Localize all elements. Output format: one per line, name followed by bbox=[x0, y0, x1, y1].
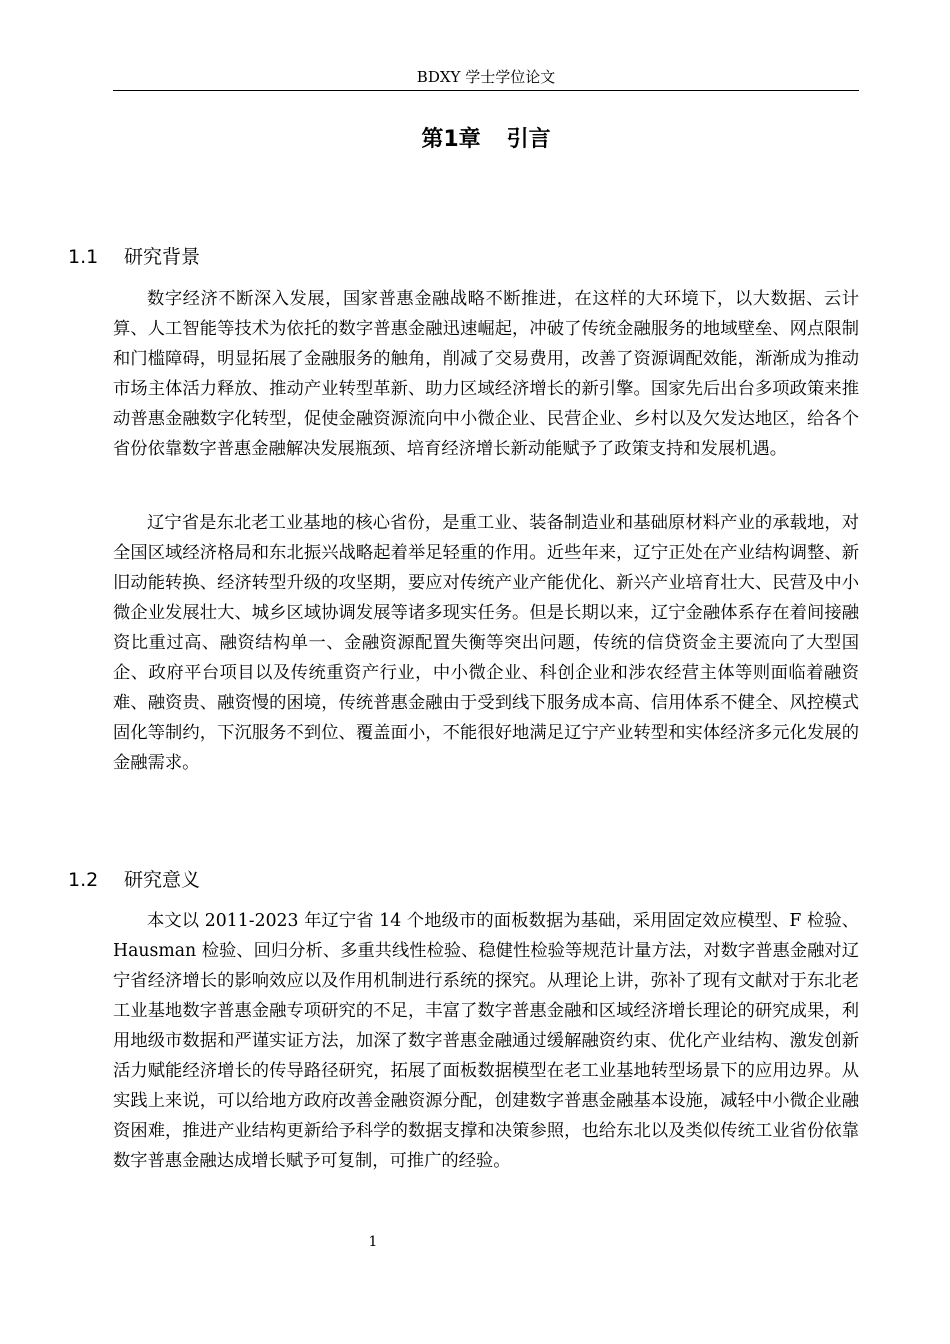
page-number: 1 bbox=[368, 1234, 378, 1250]
paragraph: 数字经济不断深入发展，国家普惠金融战略不断推进，在这样的大环境下，以大数据、云计算、人工智能等技术为依托的数字普惠金融迅速崛起，冲破了传统金融服务的地域壁垒、网点限制和门槛障碍，明显拓展了金融服务的触角，削减了交易费用，改善了资源调配效能，渐渐成为推动市场主体活力释放、推动产业转型革新、助力区域经济增长的新引擎。国家先后出台多项政策来推动普惠金融数字化转型，促使金融资源流向中小微企业、民营企业、乡村以及欠发达地区，给各个省份依靠数字普惠金融解决发展瓶颈、培育经济增长新动能赋予了政策支持和发展机遇。 bbox=[113, 289, 859, 459]
section-title: 研究背景 bbox=[124, 246, 201, 268]
section-heading bbox=[68, 866, 859, 894]
chapter-number: 第1章 bbox=[421, 127, 481, 152]
chapter-title bbox=[113, 122, 859, 158]
section-number: 1.1 bbox=[68, 246, 99, 268]
chapter-title-text: 引言 bbox=[506, 127, 551, 152]
section-number: 1.2 bbox=[68, 869, 99, 891]
section-title: 研究意义 bbox=[124, 869, 201, 891]
header-rule bbox=[113, 90, 859, 91]
paragraph: 辽宁省是东北老工业基地的核心省份，是重工业、装备制造业和基础原材料产业的承载地，对全国区域经济格局和东北振兴战略起着举足轻重的作用。近些年来，辽宁正处在产业结构调整、新旧动能转换、经济转型升级的攻坚期，要应对传统产业产能优化、新兴产业培育壮大、民营及中小微企业发展壮大、城乡区域协调发展等诸多现实任务。但是长期以来，辽宁金融体系存在着间接融资比重过高、融资结构单一、金融资源配置失衡等突出问题，传统的信贷资金主要流向了大型国企、政府平台项目以及传统重资产行业，中小微企业、科创企业和涉农经营主体等则面临着融资难、融资贵、融资慢的困境，传统普惠金融由于受到线下服务成本高、信用体系不健全、风控模式固化等制约，下沉服务不到位、覆盖面小，不能很好地满足辽宁产业转型和实体经济多元化发展的金融需求。 bbox=[113, 513, 859, 773]
section-heading bbox=[68, 243, 859, 271]
paragraph: 本文以 2011-2023 年辽宁省 14 个地级市的面板数据为基础，采用固定效应模型、F 检验、Hausman 检验、回归分析、多重共线性检验、稳健性检验等规范计量方法，对数字普惠金融对辽宁省经济增长的影响效应以及作用机制进行系统的探究。从理论上讲，弥补了现有文献对于东北老工业基地数字普惠金融专项研究的不足，丰富了数字普惠金融和区域经济增长理论的研究成果，利用地级市数据和严谨实证方法，加深了数字普惠金融通过缓解融资约束、优化产业结构、激发创新活力赋能经济增长的传导路径研究，拓展了面板数据模型在老工业基地转型场景下的应用边界。从实践上来说，可以给地方政府改善金融资源分配，创建数字普惠金融基本设施，减轻中小微企业融资困难，推进产业结构更新给予科学的数据支撑和决策参照，也给东北以及类似传统工业省份依靠数字普惠金融达成增长赋予可复制，可推广的经验。 bbox=[113, 911, 859, 1171]
running-header: BDXY 学士学位论文 bbox=[416, 68, 556, 86]
